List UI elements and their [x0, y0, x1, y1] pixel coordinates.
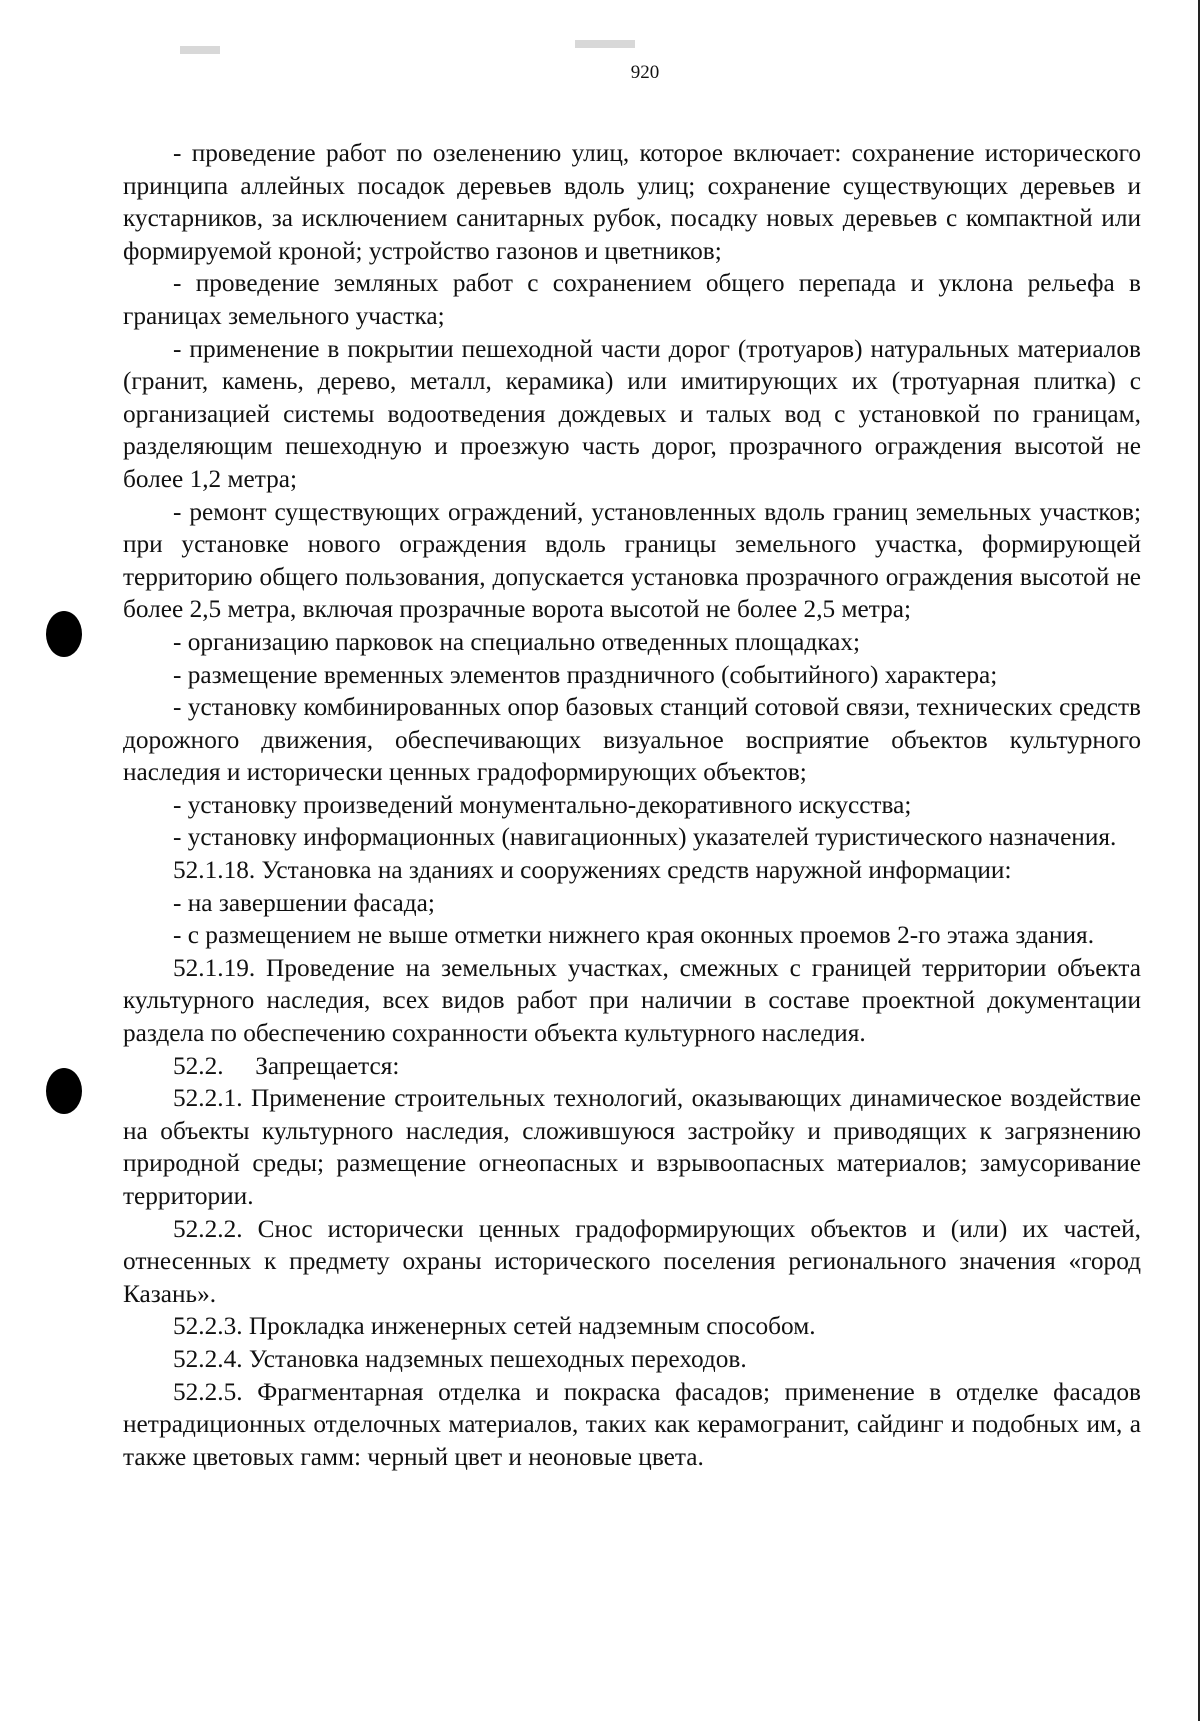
paragraph-sidewalk-materials: - применение в покрытии пешеходной части дорог (тротуаров) натуральных материалов (гранит, камень, дерево, металл, керамика) или имитирующих их (тротуарная плитка) с организацией системы водоотведения дождевых и талых вод с установкой по границам, разделяющим пешеходную и проезжую часть дорог, прозрачного ограждения высотой не более 1,2 метра; — [123, 334, 1141, 493]
scan-artifact — [575, 40, 635, 48]
paragraph-52-2-2: 52.2.2. Снос исторически ценных градоформирующих объектов и (или) их частей, отнесенных к предмету охраны исторического поселения регионального значения «город Казань». — [123, 1214, 1141, 1308]
paragraph-info-signs: - установку информационных (навигационных) указателей туристического назначения. — [173, 823, 1117, 852]
punch-hole — [46, 1068, 82, 1114]
paragraph-52-2: 52.2. Запрещается: — [173, 1051, 400, 1080]
paragraph-monumental-art: - установку произведений монументально-декоративного искусства; — [173, 790, 912, 819]
paragraph-52-1-19: 52.1.19. Проведение на земельных участках, смежных с границей территории объекта культурного наследия, всех видов работ при наличии в составе проектной документации раздела по обеспечению сохранности объекта культурного наследия. — [123, 953, 1141, 1048]
paragraph-52-2-4: 52.2.4. Установка надземных пешеходных переходов. — [173, 1344, 747, 1373]
paragraph-52-2-5: 52.2.5. Фрагментарная отделка и покраска фасадов; применение в отделке фасадов нетрадиционных отделочных материалов, таких как керамогранит, сайдинг и подобных им, а также цветовых гамм: черный цвет и неоновые цвета. — [123, 1377, 1141, 1471]
paragraph-52-2-1: 52.2.1. Применение строительных технологий, оказывающих динамическое воздействие на объекты культурного наследия, сложившуюся застройку и приводящих к загрязнению природной среды; размещение огнеопасных и взрывоопасных материалов; замусоривание территории. — [123, 1084, 1141, 1210]
paragraph-window-level: - с размещением не выше отметки нижнего края оконных проемов 2-го этажа здания. — [173, 921, 1095, 950]
document-body — [123, 137, 1141, 1473]
paragraph-landscaping: - проведение работ по озеленению улиц, которое включает: сохранение исторического принципа аллейных посадок деревьев вдоль улиц; сохранение существующих деревьев и кустарников, за исключением санитарных рубок, посадку новых деревьев с компактной или формируемой кроной; устройство газонов и цветников; — [123, 139, 1141, 265]
paragraph-facade-top: - на завершении фасада; — [173, 888, 435, 917]
paragraph-earthworks: - проведение земляных работ с сохранением общего перепада и уклона рельефа в границах земельного участка; — [123, 269, 1141, 330]
paragraph-52-1-18: 52.1.18. Установка на зданиях и сооружениях средств наружной информации: — [173, 856, 1012, 885]
punch-hole — [46, 611, 82, 657]
paragraph-combined-supports: - установку комбинированных опор базовых станций сотовой связи, технических средств дорожного движения, обеспечивающих визуальное восприятие объектов культурного наследия и исторически ценных градоформирующих объектов; — [123, 693, 1141, 787]
paragraph-parking: - организацию парковок на специально отведенных площадках; — [173, 627, 861, 656]
paragraph-fence-repair: - ремонт существующих ограждений, установленных вдоль границ земельных участков; при установке нового ограждения вдоль границы земельного участка, формирующей территорию общего пользования, допускается установка прозрачного ограждения высотой не более 2,5 метра, включая прозрачные ворота высотой не более 2,5 метра; — [123, 497, 1141, 624]
page-number: 920 — [630, 62, 660, 83]
paragraph-temporary-elements: - размещение временных элементов праздничного (событийного) характера; — [173, 660, 998, 689]
scan-artifact — [180, 46, 220, 54]
paragraph-52-2-3: 52.2.3. Прокладка инженерных сетей надземным способом. — [173, 1312, 816, 1341]
